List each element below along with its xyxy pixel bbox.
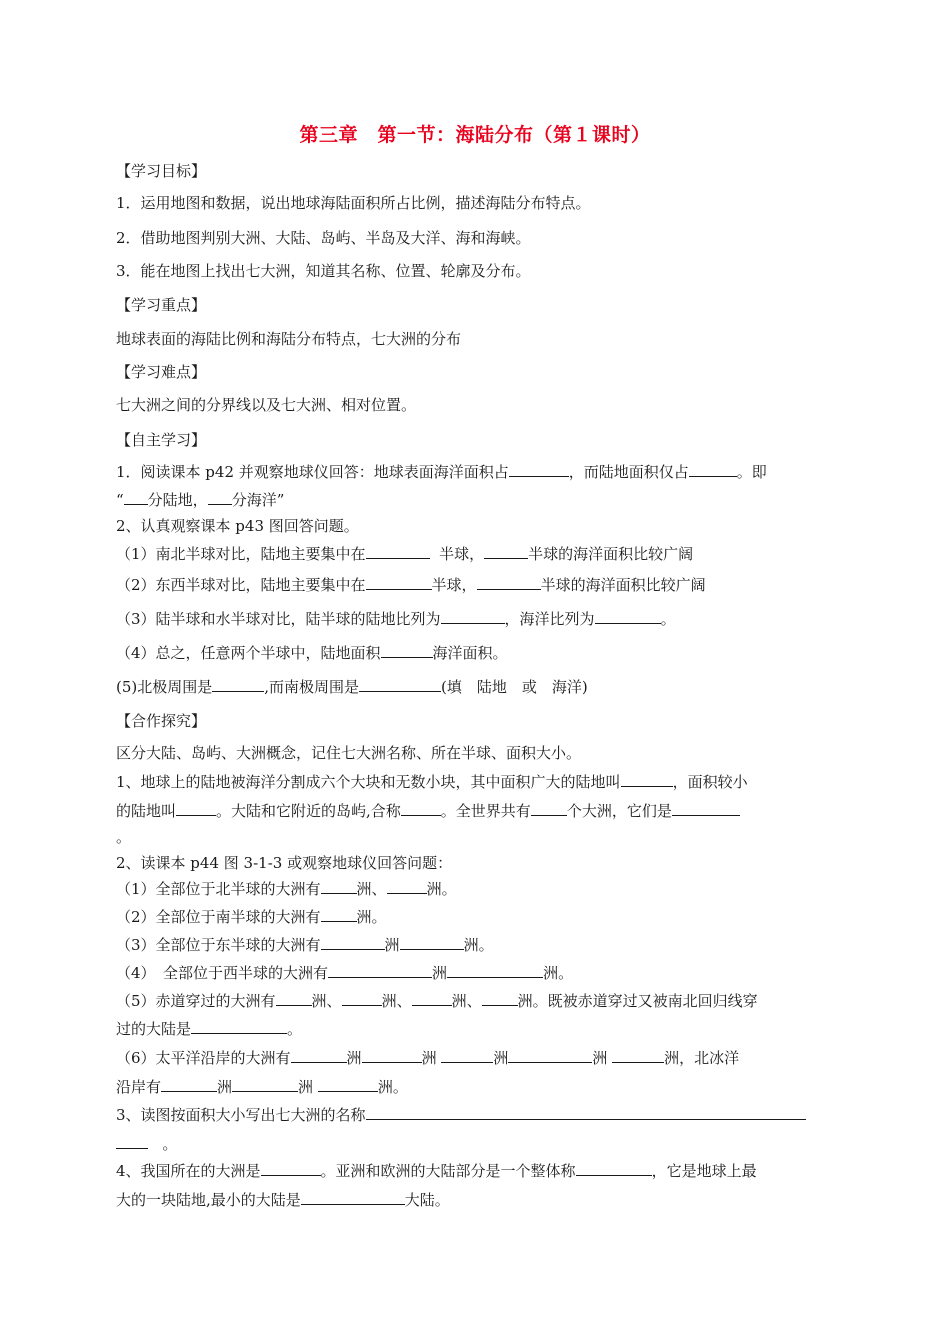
answer-blank[interactable] [441, 1047, 493, 1063]
q-text: 沿岸有 [116, 1078, 162, 1096]
answer-blank[interactable] [208, 489, 232, 505]
answer-blank[interactable] [366, 543, 430, 559]
coop-q2-5-line2 [116, 1018, 836, 1040]
q-text: 洲，北冰洋 [664, 1049, 740, 1067]
answer-blank[interactable] [509, 461, 569, 477]
answer-blank[interactable] [672, 800, 740, 816]
q-text: （6）太平洋沿岸的大洲有 [116, 1049, 291, 1067]
answer-blank[interactable] [531, 800, 567, 816]
answer-blank[interactable] [232, 1076, 298, 1092]
q-text: 半球的海洋面积比较广阔 [528, 545, 694, 563]
self-q1-text-c: 。即 [736, 463, 767, 481]
q-text: 洲 [421, 1049, 437, 1067]
answer-blank[interactable] [116, 1133, 148, 1149]
coop-q2-3 [116, 934, 836, 956]
goal-2: 2．借助地图判别大洲、大陆、岛屿、半岛及大洋、海和海峡。 [116, 229, 531, 247]
self-q2-3 [116, 608, 836, 630]
answer-blank[interactable] [176, 800, 216, 816]
coop-intro: 区分大陆、岛屿、大洲概念，记住七大洲名称、所在半球、面积大小。 [116, 744, 582, 762]
q-text: (填 陆地 或 海洋) [441, 678, 588, 696]
answer-blank[interactable] [441, 608, 505, 624]
section-heading-cooperation: 【合作探究】 [116, 712, 207, 730]
q-text: ，它是地球上最 [651, 1162, 757, 1180]
q-text: 洲 [298, 1078, 314, 1096]
q-text: 大的一块陆地,最小的大陆是 [116, 1191, 301, 1209]
coop-q1-line2 [116, 800, 836, 822]
coop-q2-5-line1 [116, 990, 836, 1012]
q-text: 洲、 [311, 992, 342, 1010]
coop-q1-line3: 。 [116, 828, 132, 846]
q-text: 洲 [493, 1049, 509, 1067]
q-text: 大陆。 [404, 1191, 450, 1209]
q-text: 洲 [346, 1049, 362, 1067]
coop-q2-1 [116, 878, 836, 900]
q-text: 4、我国所在的大洲是 [116, 1162, 261, 1180]
answer-blank[interactable] [387, 878, 427, 894]
page-title: 第三章 第一节：海陆分布（第１课时） [299, 124, 651, 146]
answer-blank[interactable] [576, 1160, 652, 1176]
q-text: （3）全部位于东半球的大洲有 [116, 936, 321, 954]
q-text: （4）总之，任意两个半球中，陆地面积 [116, 644, 381, 662]
coop-q2-6-line1 [116, 1047, 836, 1069]
answer-blank[interactable] [301, 1189, 405, 1205]
q-text: （5）赤道穿过的大洲有 [116, 992, 276, 1010]
answer-blank[interactable] [621, 771, 673, 787]
self-q2-1 [116, 543, 836, 565]
coop-q3-line1 [116, 1104, 836, 1126]
q-text: 洲。 [356, 908, 387, 926]
self-q1-text-b: ，而陆地面积仅占 [568, 463, 689, 481]
q-text: 半球， [439, 545, 485, 563]
q-text: 。 [287, 1020, 303, 1038]
q-text: 1、地球上的陆地被海洋分割成六个大块和无数小块，其中面积广大的陆地叫 [116, 773, 621, 791]
self-q1-text-d: “ [116, 491, 124, 509]
coop-q2-4 [116, 962, 836, 984]
q-text: 。全世界共有 [440, 802, 531, 820]
q-text: 。 [660, 610, 676, 628]
q-text: ,而南极周围是 [264, 678, 360, 696]
answer-blank[interactable] [321, 878, 357, 894]
section-heading-difficulty: 【学习难点】 [116, 363, 207, 381]
key-point: 地球表面的海陆比例和海陆分布特点，七大洲的分布 [116, 330, 462, 348]
coop-q2-6-line2 [116, 1076, 836, 1098]
answer-blank[interactable] [612, 1047, 664, 1063]
answer-blank[interactable] [447, 962, 543, 978]
q-text: 个大洲，它们是 [566, 802, 672, 820]
self-q2-intro: 2、认真观察课本 p43 图回答问题。 [116, 517, 359, 535]
answer-blank[interactable] [366, 1104, 806, 1120]
q-text: 洲。 [543, 964, 574, 982]
answer-blank[interactable] [191, 1018, 287, 1034]
self-q1-text-e: 分陆地， [147, 491, 208, 509]
q-text: (5)北极周围是 [116, 678, 213, 696]
q-text: 洲。 [426, 880, 457, 898]
answer-blank[interactable] [381, 642, 433, 658]
q-text: 洲 [592, 1049, 608, 1067]
answer-blank[interactable] [321, 906, 357, 922]
coop-q4-line2 [116, 1189, 836, 1211]
answer-blank[interactable] [362, 1047, 422, 1063]
q-text: （1）南北半球对比，陆地主要集中在 [116, 545, 366, 563]
section-heading-goals: 【学习目标】 [116, 162, 207, 180]
q-text: （4） 全部位于西半球的大洲有 [116, 964, 329, 982]
q-text: 洲。既被赤道穿过又被南北回归线穿 [517, 992, 758, 1010]
answer-blank[interactable] [342, 990, 382, 1006]
self-q1-text-a: 1．阅读课本 p42 并观察地球仪回答：地球表面海洋面积占 [116, 463, 509, 481]
q-text: 洲、 [381, 992, 412, 1010]
answer-blank[interactable] [401, 800, 441, 816]
q-text: 半球的海洋面积比较广阔 [540, 576, 706, 594]
answer-blank[interactable] [212, 676, 264, 692]
answer-blank[interactable] [508, 1047, 592, 1063]
answer-blank[interactable] [124, 489, 148, 505]
q-text: 半球， [431, 576, 477, 594]
answer-blank[interactable] [321, 934, 385, 950]
q-text: 海洋面积。 [432, 644, 508, 662]
answer-blank[interactable] [366, 574, 432, 590]
q-text: 洲。 [463, 936, 494, 954]
coop-q2-2 [116, 906, 836, 928]
answer-blank[interactable] [318, 1076, 378, 1092]
q-text: 洲 [217, 1078, 233, 1096]
q-text: 洲 [384, 936, 400, 954]
answer-blank[interactable] [291, 1047, 347, 1063]
q-text: （2）全部位于南半球的大洲有 [116, 908, 321, 926]
answer-blank[interactable] [689, 461, 737, 477]
q-text: ，面积较小 [672, 773, 748, 791]
q-text: （3）陆半球和水半球对比，陆半球的陆地比列为 [116, 610, 441, 628]
coop-q2-intro: 2、读课本 p44 图 3-1-3 或观察地球仪回答问题： [116, 854, 453, 872]
answer-blank[interactable] [328, 962, 432, 978]
self-q1-line2 [116, 489, 836, 511]
q-text: 洲 [432, 964, 448, 982]
answer-blank[interactable] [161, 1076, 217, 1092]
q-text: 3、读图按面积大小写出七大洲的名称 [116, 1106, 366, 1124]
q-text: 。亚洲和欧洲的大陆部分是一个整体称 [320, 1162, 576, 1180]
q-text: （1）全部位于北半球的大洲有 [116, 880, 321, 898]
goal-1: 1．运用地图和数据，说出地球海陆面积所占比例，描述海陆分布特点。 [116, 194, 591, 212]
goal-3: 3．能在地图上找出七大洲，知道其名称、位置、轮廓及分布。 [116, 262, 531, 280]
answer-blank[interactable] [412, 990, 452, 1006]
answer-blank[interactable] [276, 990, 312, 1006]
self-q2-4 [116, 642, 836, 664]
answer-blank[interactable] [359, 676, 441, 692]
section-heading-key: 【学习重点】 [116, 296, 207, 314]
answer-blank[interactable] [477, 574, 541, 590]
q-text: （2）东西半球对比，陆地主要集中在 [116, 576, 366, 594]
q-text: 洲、 [451, 992, 482, 1010]
self-q1-line1 [116, 461, 836, 483]
q-text: 过的大陆是 [116, 1020, 192, 1038]
section-heading-self-study: 【自主学习】 [116, 431, 207, 449]
self-q2-5 [116, 676, 836, 698]
answer-blank[interactable] [261, 1160, 321, 1176]
answer-blank[interactable] [595, 608, 661, 624]
q-text: 。大陆和它附近的岛屿,合称 [216, 802, 401, 820]
q-text: 。 [162, 1135, 178, 1153]
difficulty-point: 七大洲之间的分界线以及七大洲、相对位置。 [116, 396, 417, 414]
coop-q1-line1 [116, 771, 836, 793]
coop-q4-line1 [116, 1160, 836, 1182]
q-text: 的陆地叫 [116, 802, 177, 820]
answer-blank[interactable] [484, 543, 528, 559]
q-text: 洲、 [356, 880, 387, 898]
self-q2-2 [116, 574, 836, 596]
q-text: ，海洋比列为 [504, 610, 595, 628]
self-q1-text-f: 分海洋” [231, 491, 285, 509]
q-text: 洲。 [377, 1078, 408, 1096]
coop-q3-line2 [116, 1133, 836, 1155]
answer-blank[interactable] [400, 934, 464, 950]
answer-blank[interactable] [482, 990, 518, 1006]
